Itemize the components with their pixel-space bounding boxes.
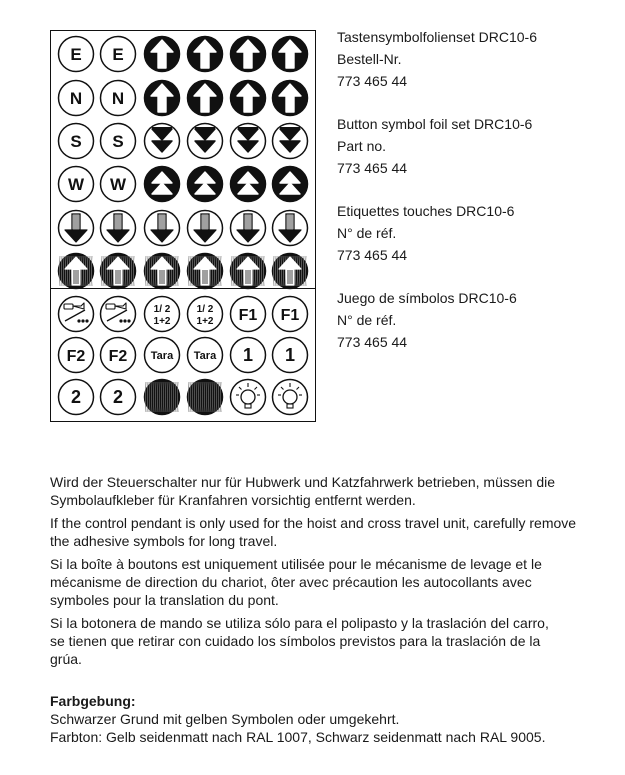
header-title: Button symbol foil set DRC10-6 — [337, 116, 533, 132]
header-block-en — [337, 113, 532, 179]
arrow-up-black-icon — [229, 79, 267, 117]
striped-arrow-down-icon — [271, 209, 309, 247]
header-label: N° de réf. — [337, 312, 397, 328]
F2-icon — [99, 336, 137, 374]
header-number: 773 465 44 — [337, 247, 408, 263]
Tara-icon — [143, 336, 181, 374]
header-title: Etiquettes touches DRC10-6 — [337, 203, 515, 219]
header-block-es — [337, 287, 517, 353]
header-label: Bestell-Nr. — [337, 51, 402, 67]
svg-text:N: N — [111, 89, 125, 108]
crane-symbol-icon — [57, 295, 95, 333]
striped-black-icon — [186, 378, 224, 416]
svg-text:2: 2 — [112, 387, 124, 407]
double-arrow-up-black-icon — [186, 165, 224, 203]
double-arrow-down-icon — [186, 122, 224, 160]
striped-arrow-down-icon — [99, 209, 137, 247]
letter-W-icon — [57, 165, 95, 203]
paragraph-de — [50, 473, 600, 509]
double-arrow-up-black-icon — [271, 165, 309, 203]
arrow-up-black-icon — [271, 35, 309, 73]
striped-arrow-up-black-icon — [229, 252, 267, 290]
striped-arrow-down-icon — [143, 209, 181, 247]
2-icon — [57, 378, 95, 416]
paragraph-line: Si la botonera de mando se utiliza sólo para el polipasto y la traslación del carro, — [50, 615, 549, 631]
svg-text:1/ 2: 1/ 2 — [196, 304, 214, 315]
letter-N-icon — [99, 79, 137, 117]
fraction-half-icon — [143, 295, 181, 333]
fraction-half-icon — [186, 295, 224, 333]
svg-text:W: W — [109, 175, 127, 194]
svg-text:S: S — [112, 132, 124, 151]
striped-arrow-up-black-icon — [143, 252, 181, 290]
header-number: 773 465 44 — [337, 160, 408, 176]
letter-E-icon — [57, 35, 95, 73]
svg-text:F2: F2 — [66, 348, 86, 365]
color-section — [50, 692, 600, 746]
F1-icon — [229, 295, 267, 333]
paragraph-line: Si la boîte à boutons est uniquement utilisée pour le mécanisme de levage et le — [50, 556, 542, 572]
svg-text:1: 1 — [284, 345, 296, 365]
striped-arrow-up-black-icon — [186, 252, 224, 290]
double-arrow-down-icon — [143, 122, 181, 160]
crane-symbol-icon — [99, 295, 137, 333]
paragraph-line: Symbolaufkleber für Kranfahren vorsichtig entfernt werden. — [50, 492, 416, 508]
1-icon — [271, 336, 309, 374]
letter-E-icon — [99, 35, 137, 73]
svg-text:F2: F2 — [108, 348, 128, 365]
double-arrow-down-icon — [229, 122, 267, 160]
svg-text:2: 2 — [70, 387, 82, 407]
F2-icon — [57, 336, 95, 374]
svg-text:W: W — [67, 175, 85, 194]
lamp-icon — [229, 378, 267, 416]
color-line: Farbton: Gelb seidenmatt nach RAL 1007, Schwarz seidenmatt nach RAL 9005. — [50, 729, 546, 745]
svg-text:E: E — [70, 45, 82, 64]
color-heading: Farbgebung: — [50, 693, 136, 709]
striped-arrow-up-black-icon — [57, 252, 95, 290]
header-number: 773 465 44 — [337, 73, 408, 89]
striped-arrow-down-icon — [186, 209, 224, 247]
paragraph-fr — [50, 555, 600, 609]
F1-icon — [271, 295, 309, 333]
double-arrow-up-black-icon — [229, 165, 267, 203]
arrow-up-black-icon — [271, 79, 309, 117]
striped-arrow-up-black-icon — [271, 252, 309, 290]
striped-arrow-up-black-icon — [99, 252, 137, 290]
svg-text:Tara: Tara — [193, 350, 217, 362]
paragraph-line: Wird der Steuerschalter nur für Hubwerk und Katzfahrwerk betrieben, müssen die — [50, 474, 556, 490]
svg-text:N: N — [69, 89, 83, 108]
striped-black-icon — [143, 378, 181, 416]
svg-text:1: 1 — [242, 345, 254, 365]
header-block-fr — [337, 200, 514, 266]
2-icon — [99, 378, 137, 416]
paragraph-line: mécanisme de direction du chariot, ôter avec précaution les autocollants avec — [50, 574, 532, 590]
letter-S-icon — [99, 122, 137, 160]
header-title: Tastensymbolfolienset DRC10-6 — [337, 29, 537, 45]
svg-text:F1: F1 — [280, 307, 300, 324]
arrow-up-black-icon — [143, 35, 181, 73]
paragraph-en — [50, 514, 600, 550]
header-title: Juego de símbolos DRC10-6 — [337, 290, 517, 306]
header-number: 773 465 44 — [337, 334, 408, 350]
svg-text:E: E — [112, 45, 124, 64]
arrow-up-black-icon — [186, 79, 224, 117]
arrow-up-black-icon — [229, 35, 267, 73]
arrow-up-black-icon — [186, 35, 224, 73]
letter-N-icon — [57, 79, 95, 117]
striped-arrow-down-icon — [57, 209, 95, 247]
svg-text:1+2: 1+2 — [153, 316, 171, 327]
paragraph-line: symboles pour la translation du pont. — [50, 592, 279, 608]
color-line: Schwarzer Grund mit gelben Symbolen oder umgekehrt. — [50, 711, 400, 727]
header-label: N° de réf. — [337, 225, 397, 241]
svg-text:1/ 2: 1/ 2 — [153, 304, 171, 315]
header-label: Part no. — [337, 138, 387, 154]
paragraph-line: se tienen que retirar con cuidado los símbolos previstos para la traslación de la — [50, 633, 541, 649]
striped-arrow-down-icon — [229, 209, 267, 247]
double-arrow-down-icon — [271, 122, 309, 160]
1-icon — [229, 336, 267, 374]
Tara-icon — [186, 336, 224, 374]
svg-text:F1: F1 — [238, 307, 258, 324]
paragraph-line: grúa. — [50, 651, 82, 667]
paragraph-es — [50, 614, 600, 668]
double-arrow-up-black-icon — [143, 165, 181, 203]
letter-S-icon — [57, 122, 95, 160]
paragraph-line: If the control pendant is only used for the hoist and cross travel unit, carefully remove — [50, 515, 577, 531]
letter-W-icon — [99, 165, 137, 203]
svg-text:Tara: Tara — [150, 350, 174, 362]
svg-text:1+2: 1+2 — [196, 316, 214, 327]
arrow-up-black-icon — [143, 79, 181, 117]
svg-text:S: S — [70, 132, 82, 151]
paragraph-line: the adhesive symbols for long travel. — [50, 533, 278, 549]
header-block-de — [337, 26, 537, 92]
lamp-icon — [271, 378, 309, 416]
